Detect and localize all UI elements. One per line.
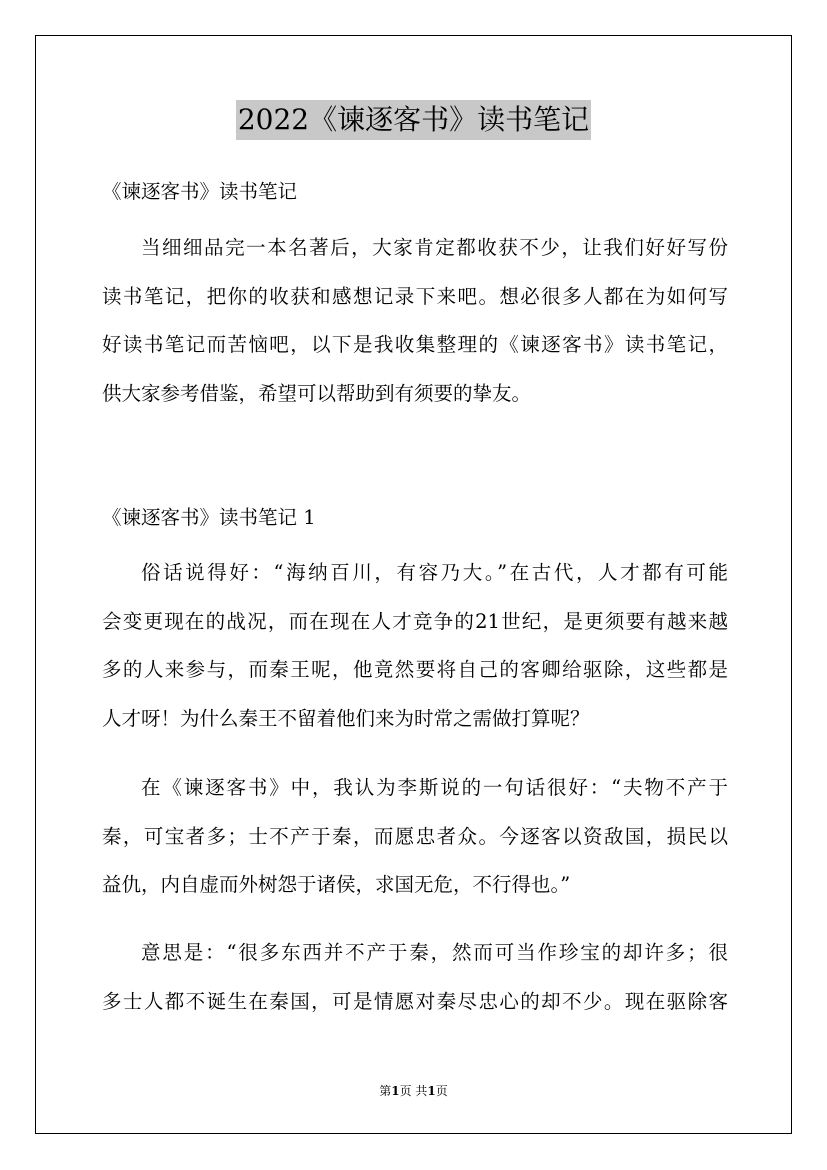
document-title: 2022《谏逐客书》读书笔记 xyxy=(236,100,591,140)
paragraph-2 xyxy=(102,776,728,922)
paragraph-line: 当细细品完一本名著后，大家肯定都收获不少，让我们好好写份 xyxy=(141,236,728,259)
paragraph-line: 益仇，内自虚而外树怨于诸侯，求国无危，不行得也。” xyxy=(102,873,571,896)
footer-prefix: 第 xyxy=(379,1084,392,1098)
intro-paragraph xyxy=(102,236,728,430)
intro-heading: 《谏逐客书》读书笔记 xyxy=(102,180,298,203)
paragraph-line: 读书笔记，把你的收获和感想记录下来吧。想必很多人都在为如何写 xyxy=(102,284,728,308)
paragraph-line: 在《谏逐客书》中，我认为李斯说的一句话很好：“夫物不产于 xyxy=(141,776,728,799)
paragraph-line: 俗话说得好：“海纳百川，有容乃大。”在古代，人才都有可能 xyxy=(141,561,728,584)
section-heading: 《谏逐客书》读书笔记 1 xyxy=(102,506,316,529)
paragraph-line: 意思是：“很多东西并不产于秦，然而可当作珍宝的却许多；很 xyxy=(141,941,728,964)
total-page-number: 1 xyxy=(427,1084,436,1098)
paragraph-line: 会变更现在的战况，而在现在人才竞争的21世纪，是更须要有越来越 xyxy=(102,609,728,633)
paragraph-line: 供大家参考借鉴，希望可以帮助到有须要的挚友。 xyxy=(102,381,532,405)
title-container xyxy=(0,100,827,140)
footer-suffix: 页 xyxy=(435,1084,448,1098)
paragraph-3 xyxy=(102,941,728,1038)
paragraph-line: 多的人来参与，而秦王呢，他竟然要将自己的客卿给驱除，这些都是 xyxy=(102,658,728,681)
paragraph-line: 人才呀！为什么秦王不留着他们来为时常之需做打算呢？ xyxy=(102,706,590,730)
current-page-number: 1 xyxy=(391,1084,400,1098)
page-footer xyxy=(0,1083,827,1099)
footer-mid: 页 共 xyxy=(399,1084,428,1098)
paragraph-line: 好读书笔记而苦恼吧，以下是我收集整理的《谏逐客书》读书笔记， xyxy=(102,333,728,356)
paragraph-line: 多士人都不诞生在秦国，可是情愿对秦尽忠心的却不少。现在驱除客 xyxy=(102,989,728,1013)
paragraph-1 xyxy=(102,561,728,755)
paragraph-line: 秦，可宝者多；士不产于秦，而愿忠者众。今逐客以资敌国，损民以 xyxy=(102,824,728,848)
